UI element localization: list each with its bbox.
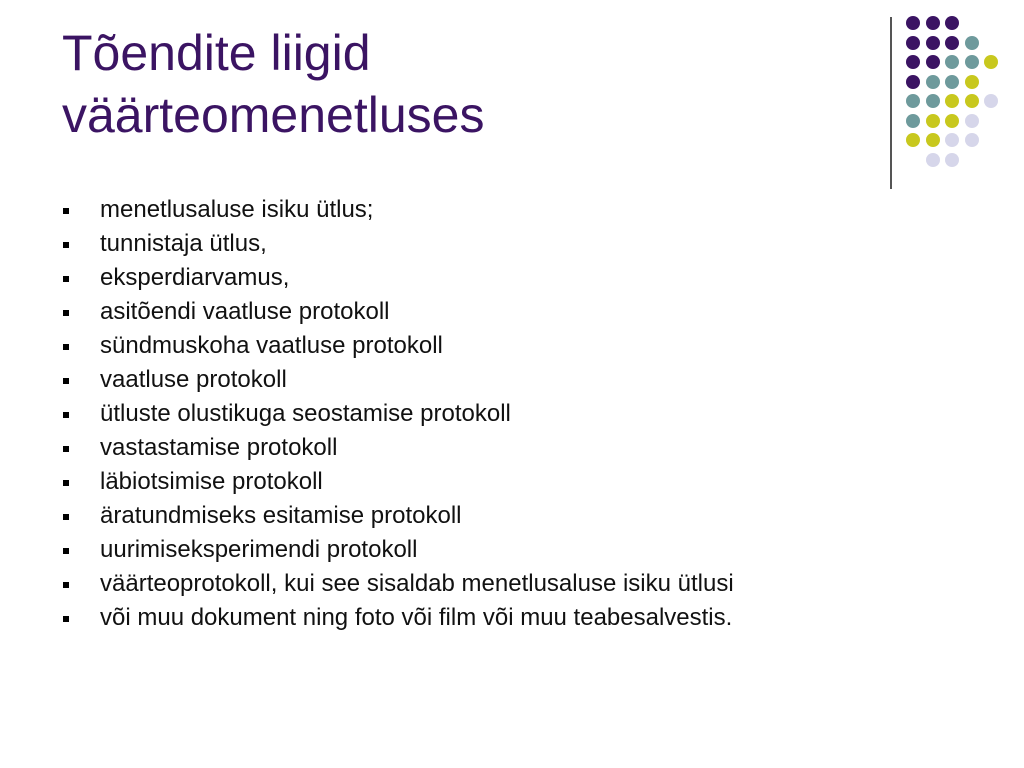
olive-dot-icon [926,133,940,147]
bullet-text: väärteoprotokoll, kui see sisaldab menetlusaluse isiku ütlusi [100,570,734,597]
title-divider-line [890,17,892,189]
lavender-dot-icon [965,114,979,128]
slide-title [62,22,862,146]
bullet-text: uurimiseksperimendi protokoll [100,536,418,563]
lavender-dot-icon [945,153,959,167]
bullet-list [62,193,962,635]
bullet-item [62,465,962,499]
lavender-dot-icon [984,94,998,108]
square-bullet-icon [63,378,69,384]
bullet-text: sündmuskoha vaatluse protokoll [100,332,443,359]
teal-dot-icon [906,114,920,128]
square-bullet-icon [63,582,69,588]
purple-dot-icon [906,16,920,30]
bullet-item [62,533,962,567]
square-bullet-icon [63,344,69,350]
purple-dot-icon [945,16,959,30]
bullet-item [62,261,962,295]
teal-dot-icon [945,75,959,89]
square-bullet-icon [63,480,69,486]
bullet-item [62,363,962,397]
bullet-item [62,431,962,465]
purple-dot-icon [926,16,940,30]
square-bullet-icon [63,446,69,452]
title-line-2: väärteomenetluses [62,87,485,143]
square-bullet-icon [63,616,69,622]
olive-dot-icon [906,133,920,147]
bullet-text: vaatluse protokoll [100,366,287,393]
bullet-text: ütluste olustikuga seostamise protokoll [100,400,511,427]
bullet-item [62,397,962,431]
teal-dot-icon [906,94,920,108]
bullet-item [62,499,962,533]
olive-dot-icon [945,114,959,128]
teal-dot-icon [945,55,959,69]
bullet-item [62,601,962,635]
teal-dot-icon [926,75,940,89]
purple-dot-icon [926,36,940,50]
teal-dot-icon [965,36,979,50]
square-bullet-icon [63,548,69,554]
square-bullet-icon [63,276,69,282]
bullet-text: tunnistaja ütlus, [100,230,267,257]
title-line-1: Tõendite liigid [62,25,371,81]
decorative-dot-grid [906,16,1010,166]
bullet-text: asitõendi vaatluse protokoll [100,298,390,325]
bullet-text: äratundmiseks esitamise protokoll [100,502,462,529]
lavender-dot-icon [945,133,959,147]
purple-dot-icon [906,75,920,89]
purple-dot-icon [926,55,940,69]
bullet-item [62,193,962,227]
bullet-text: vastastamise protokoll [100,434,338,461]
lavender-dot-icon [965,133,979,147]
teal-dot-icon [965,55,979,69]
bullet-item [62,295,962,329]
teal-dot-icon [926,94,940,108]
square-bullet-icon [63,242,69,248]
lavender-dot-icon [926,153,940,167]
bullet-item [62,567,962,601]
purple-dot-icon [906,36,920,50]
square-bullet-icon [63,310,69,316]
olive-dot-icon [984,55,998,69]
square-bullet-icon [63,208,69,214]
bullet-item [62,227,962,261]
olive-dot-icon [965,75,979,89]
bullet-text: eksperdiarvamus, [100,264,290,291]
bullet-text: või muu dokument ning foto või film või muu teabesalvestis. [100,604,733,631]
square-bullet-icon [63,514,69,520]
bullet-text: menetlusaluse isiku ütlus; [100,196,374,223]
square-bullet-icon [63,412,69,418]
olive-dot-icon [926,114,940,128]
bullet-text: läbiotsimise protokoll [100,468,323,495]
olive-dot-icon [945,94,959,108]
purple-dot-icon [906,55,920,69]
bullet-item [62,329,962,363]
purple-dot-icon [945,36,959,50]
olive-dot-icon [965,94,979,108]
